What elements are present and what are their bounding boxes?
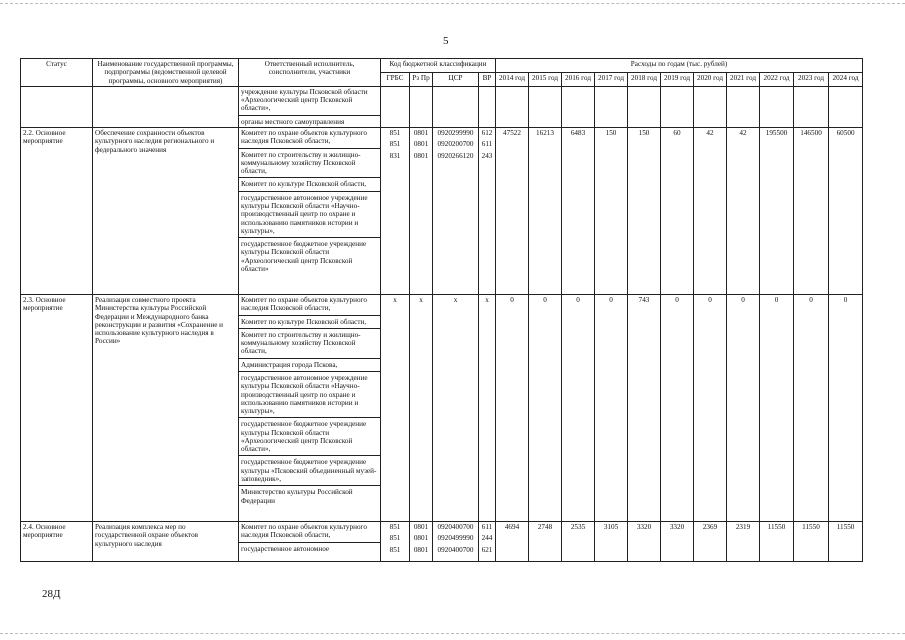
row-value bbox=[829, 86, 863, 127]
executor-item: государственное автономное учреждение культуры Псковской области «Научно-производственный центр по охране и использованию памятников истории и культуры», bbox=[239, 371, 380, 415]
code-value: x bbox=[485, 295, 489, 304]
row-rzpr bbox=[410, 127, 433, 294]
row-value: 0 bbox=[661, 294, 694, 521]
executor-item: государственное автономное bbox=[239, 542, 380, 553]
header-year: 2023 год bbox=[794, 72, 829, 86]
row-value: 2319 bbox=[727, 521, 760, 561]
executor-item: Комитет по строительству и жилищно-коммунальному хозяйству Псковской области, bbox=[239, 328, 380, 356]
header-year: 2015 год bbox=[529, 72, 562, 86]
executor-item: Комитет по культуре Псковской области, bbox=[239, 177, 380, 188]
row-value: 3320 bbox=[661, 521, 694, 561]
header-row-1 bbox=[21, 59, 863, 73]
header-rzpr: Рз Пр bbox=[410, 72, 433, 86]
code-value: 243 bbox=[481, 151, 493, 160]
header-year: 2014 год bbox=[496, 72, 529, 86]
row-value bbox=[661, 86, 694, 127]
row-value bbox=[628, 86, 661, 127]
code-value: 0801 bbox=[413, 151, 429, 160]
row-csr bbox=[433, 86, 479, 127]
scan-top-edge bbox=[0, 3, 905, 4]
row-value bbox=[794, 86, 829, 127]
row-value: 0 bbox=[595, 294, 628, 521]
code-value: 851 bbox=[389, 522, 401, 531]
row-status: 2.3. Основное мероприятие bbox=[21, 294, 93, 521]
code-value: 851 bbox=[389, 140, 401, 149]
executor-item: Администрация города Пскова, bbox=[239, 358, 380, 369]
row-value: 47522 bbox=[496, 127, 529, 294]
code-value: 0920200700 bbox=[437, 140, 474, 149]
header-year: 2017 год bbox=[595, 72, 628, 86]
row-value: 6483 bbox=[562, 127, 595, 294]
header-status: Статус bbox=[21, 59, 93, 87]
executor-item: Комитет по охране объектов культурного наследия Псковской области, bbox=[241, 295, 367, 313]
row-value: 0 bbox=[694, 294, 727, 521]
row-vr bbox=[479, 86, 496, 127]
code-value: 0920400700 bbox=[437, 545, 474, 554]
header-csr: ЦСР bbox=[433, 72, 479, 86]
code-value: 611 bbox=[481, 522, 493, 531]
row-value: 60 bbox=[661, 127, 694, 294]
row-vr bbox=[479, 127, 496, 294]
executor-item: Комитет по культуре Псковской области, bbox=[239, 315, 380, 326]
executor-item: государственное автономное учреждение культуры Псковской области «Научно-производственный центр по охране и использованию памятников истории и культуры», bbox=[239, 191, 380, 235]
row-grbs bbox=[381, 521, 410, 561]
row-value: 0 bbox=[727, 294, 760, 521]
header-expenses: Расходы по годам (тыс. рублей) bbox=[496, 59, 863, 73]
table-row bbox=[21, 521, 863, 561]
row-value bbox=[727, 86, 760, 127]
row-value: 11550 bbox=[794, 521, 829, 561]
code-value: 851 bbox=[389, 534, 401, 543]
executor-item: Комитет по строительству и жилищно-коммунальному хозяйству Псковской области, bbox=[239, 148, 380, 176]
row-value: 0 bbox=[562, 294, 595, 521]
code-value: 244 bbox=[481, 534, 493, 543]
row-rzpr bbox=[410, 86, 433, 127]
code-value: 831 bbox=[389, 151, 401, 160]
row-csr bbox=[433, 521, 479, 561]
header-budget-code: Код бюджетной классификации bbox=[381, 59, 496, 73]
header-year: 2022 год bbox=[760, 72, 794, 86]
header-year: 2020 год bbox=[694, 72, 727, 86]
row-value: 4694 bbox=[496, 521, 529, 561]
row-value: 195500 bbox=[760, 127, 794, 294]
row-status bbox=[21, 86, 93, 127]
row-value bbox=[529, 86, 562, 127]
header-vr: ВР bbox=[479, 72, 496, 86]
executor-item: Комитет по охране объектов культурного наследия Псковской области, bbox=[241, 522, 367, 540]
row-value: 0 bbox=[760, 294, 794, 521]
code-value: 611 bbox=[481, 140, 493, 149]
code-value: 0920400700 bbox=[437, 522, 474, 531]
table-body bbox=[21, 86, 863, 561]
code-value: 621 bbox=[481, 545, 493, 554]
row-value: 3105 bbox=[595, 521, 628, 561]
row-value: 0 bbox=[794, 294, 829, 521]
code-value: 0801 bbox=[413, 522, 429, 531]
table-row bbox=[21, 127, 863, 294]
executor-item: Министерство культуры Российской Федерации bbox=[239, 485, 380, 505]
row-value: 11550 bbox=[829, 521, 863, 561]
code-value: 0920266120 bbox=[437, 151, 474, 160]
executor-item: Комитет по охране объектов культурного наследия Псковской области, bbox=[241, 128, 367, 146]
executor-item: государственное бюджетное учреждение культуры Псковской области «Археологический центр Псковской области» bbox=[239, 237, 380, 273]
row-executors bbox=[239, 294, 381, 521]
row-value: 42 bbox=[727, 127, 760, 294]
row-executors bbox=[239, 127, 381, 294]
table-row bbox=[21, 86, 863, 127]
header-year: 2018 год bbox=[628, 72, 661, 86]
row-status: 2.2. Основное мероприятие bbox=[21, 127, 93, 294]
row-value: 0 bbox=[829, 294, 863, 521]
header-year: 2016 год bbox=[562, 72, 595, 86]
row-name bbox=[93, 86, 239, 127]
code-value: 851 bbox=[389, 545, 401, 554]
executor-item: органы местного самоуправления bbox=[239, 115, 380, 126]
table-row bbox=[21, 294, 863, 521]
budget-table bbox=[20, 58, 863, 562]
code-value: x bbox=[419, 295, 423, 304]
row-executors bbox=[239, 86, 381, 127]
row-value bbox=[562, 86, 595, 127]
row-value: 0 bbox=[529, 294, 562, 521]
row-csr bbox=[433, 127, 479, 294]
header-year: 2024 год bbox=[829, 72, 863, 86]
row-grbs bbox=[381, 294, 410, 521]
row-name: Реализация комплекса мер по государственной охране объектов культурного наследия bbox=[93, 521, 239, 561]
code-value: 0801 bbox=[413, 534, 429, 543]
row-value: 16213 bbox=[529, 127, 562, 294]
row-csr bbox=[433, 294, 479, 521]
row-value bbox=[595, 86, 628, 127]
row-grbs bbox=[381, 127, 410, 294]
row-value: 146500 bbox=[794, 127, 829, 294]
row-grbs bbox=[381, 86, 410, 127]
row-rzpr bbox=[410, 521, 433, 561]
code-value: 0801 bbox=[413, 545, 429, 554]
row-vr bbox=[479, 521, 496, 561]
row-value: 2535 bbox=[562, 521, 595, 561]
row-name: Обеспечение сохранности объектов культурного наследия регионального и федерального значения bbox=[93, 127, 239, 294]
code-value: 0801 bbox=[413, 128, 429, 137]
code-value: 0920499990 bbox=[437, 534, 474, 543]
row-value: 743 bbox=[628, 294, 661, 521]
row-value: 150 bbox=[628, 127, 661, 294]
page-number: 5 bbox=[443, 35, 449, 47]
header-year: 2019 год bbox=[661, 72, 694, 86]
row-value: 11550 bbox=[760, 521, 794, 561]
row-value bbox=[694, 86, 727, 127]
code-value: 0920299990 bbox=[437, 128, 474, 137]
row-value: 0 bbox=[496, 294, 529, 521]
row-value bbox=[760, 86, 794, 127]
executor-item: государственное бюджетное учреждение культуры Псковской области «Археологический центр Псковской области», bbox=[239, 417, 380, 453]
row-value: 2748 bbox=[529, 521, 562, 561]
header-executor: Ответственный исполнитель, соисполнители, участники bbox=[239, 59, 381, 87]
code-value: 0801 bbox=[413, 140, 429, 149]
row-vr bbox=[479, 294, 496, 521]
code-value: 851 bbox=[389, 128, 401, 137]
scan-bottom-edge bbox=[0, 633, 905, 634]
row-value: 3320 bbox=[628, 521, 661, 561]
row-value: 60500 bbox=[829, 127, 863, 294]
row-value: 42 bbox=[694, 127, 727, 294]
header-year: 2021 год bbox=[727, 72, 760, 86]
footer-code: 28Д bbox=[42, 588, 61, 600]
code-value: 612 bbox=[481, 128, 493, 137]
executor-item: государственное бюджетное учреждение культуры «Псковский объединенный музей-заповедник», bbox=[239, 455, 380, 483]
header-name: Наименование государственной программы, подпрограммы (ведомственной целевой программы, основного мероприятия) bbox=[93, 59, 239, 87]
row-status: 2.4. Основное мероприятие bbox=[21, 521, 93, 561]
row-rzpr bbox=[410, 294, 433, 521]
row-executors bbox=[239, 521, 381, 561]
row-name: Реализация совместного проекта Министерства культуры Российской Федерации и Международного банка реконструкции и развития «Сохранение и использование культурного наследия в России» bbox=[93, 294, 239, 521]
executor-item: учреждение культуры Псковской области «Археологический центр Псковской области», bbox=[241, 87, 368, 113]
row-value: 2369 bbox=[694, 521, 727, 561]
code-value: x bbox=[393, 295, 397, 304]
row-value bbox=[496, 86, 529, 127]
code-value: x bbox=[453, 295, 458, 304]
header-grbs: ГРБС bbox=[381, 72, 410, 86]
row-value: 150 bbox=[595, 127, 628, 294]
